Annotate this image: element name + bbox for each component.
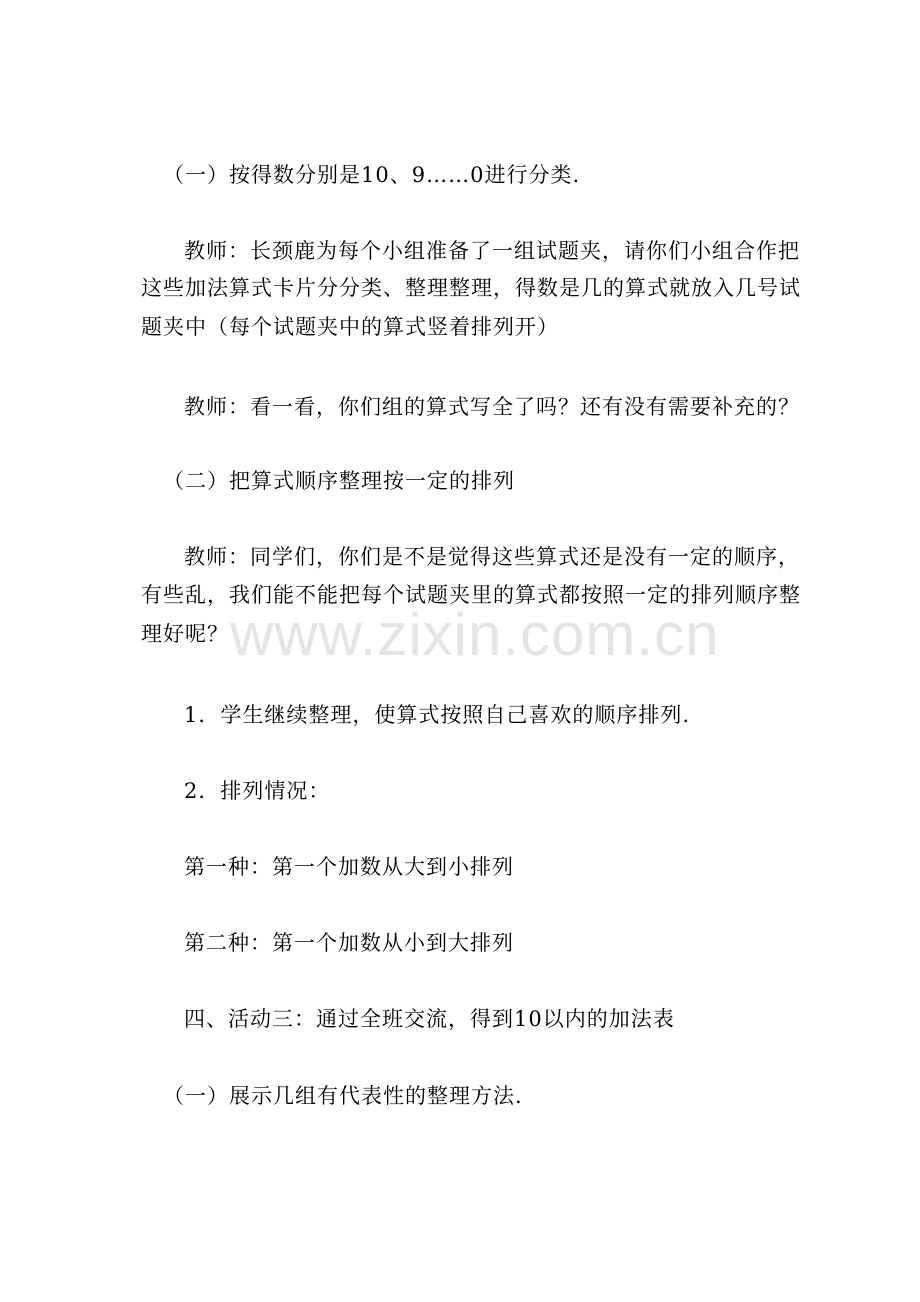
- order-type-2-line: 第二种：第一个加数从小到大排列: [184, 931, 514, 955]
- teacher-instruction-line-3: 题夹中（每个试题夹中的算式竖着排列开）: [141, 315, 559, 339]
- order-type-1-line: 第一种：第一个加数从大到小排列: [184, 855, 514, 879]
- heading-activity-three: 四、活动三：通过全班交流，得到10以内的加法表: [184, 1007, 675, 1031]
- heading-sort-order: （二）把算式顺序整理按一定的排列: [163, 469, 515, 493]
- teacher-instruction-line-1: 教师：长颈鹿为每个小组准备了一组试题夹，请你们小组合作把: [184, 239, 800, 263]
- step-1-line: 1．学生继续整理，使算式按照自己喜欢的顺序排列.: [184, 703, 691, 727]
- watermark: www.zixin.com.cn: [230, 601, 720, 668]
- teacher-sorting-line-2: 有些乱，我们能不能把每个试题夹里的算式都按照一定的排列顺序整: [141, 583, 801, 607]
- teacher-sorting-line-3: 理好呢？: [141, 622, 229, 646]
- teacher-sorting-line-1: 教师：同学们，你们是不是觉得这些算式还是没有一定的顺序，: [184, 545, 800, 569]
- heading-classify-by-sum: （一）按得数分别是10、9……0进行分类.: [163, 163, 581, 187]
- step-2-line: 2．排列情况：: [184, 779, 331, 803]
- teacher-question-line: 教师：看一看，你们组的算式写全了吗？还有没有需要补充的？: [184, 395, 800, 419]
- teacher-instruction-line-2: 这些加法算式卡片分分类、整理整理，得数是几的算式就放入几号试: [141, 276, 801, 300]
- heading-show-methods: （一）展示几组有代表性的整理方法.: [163, 1084, 523, 1108]
